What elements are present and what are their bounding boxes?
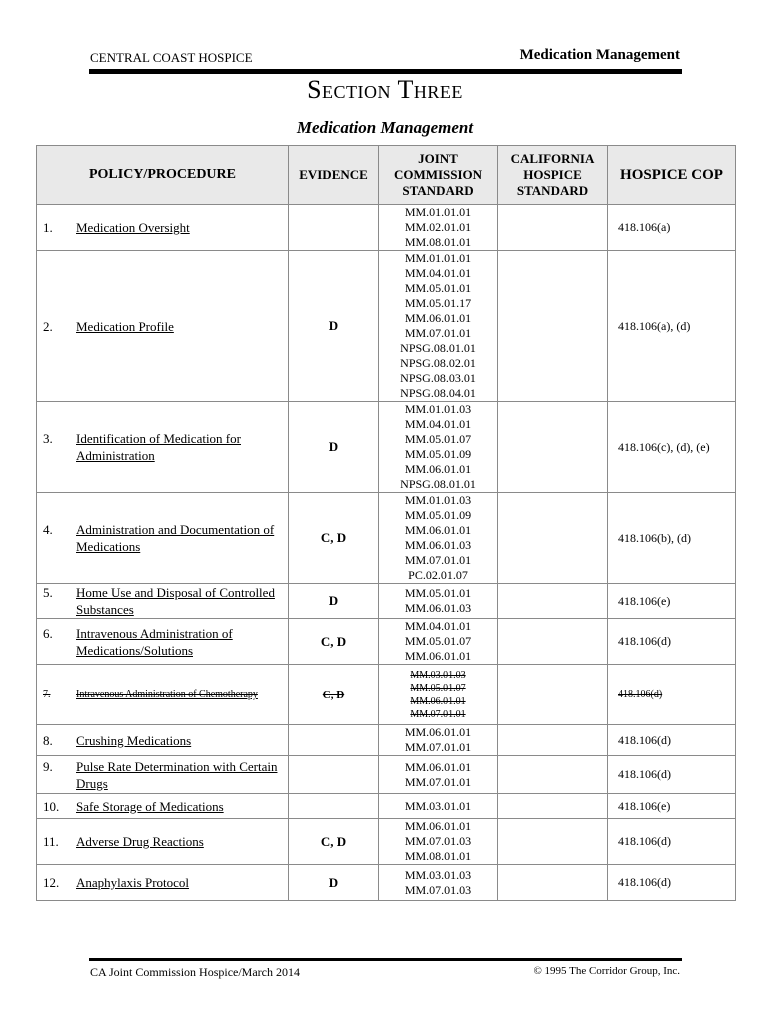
section-title: Section Three — [307, 75, 463, 104]
policy-link[interactable]: Pulse Rate Determination with Certain Drugs — [76, 758, 278, 791]
california-standard-header: CALIFORNIA HOSPICE STANDARD — [498, 146, 608, 205]
standard-code: MM.07.01.03 — [404, 882, 472, 897]
standard-code: MM.06.01.01 — [404, 649, 472, 663]
joint-commission-cell — [379, 865, 498, 901]
standard-code: MM.06.01.01 — [410, 695, 466, 707]
hospice-cop-cell: 418.106(d) — [608, 865, 736, 901]
evidence-cell: C, D — [289, 665, 379, 725]
policy-number: 4. — [43, 522, 53, 537]
evidence-cell: C, D — [289, 493, 379, 584]
policy-link[interactable]: Crushing Medications — [76, 732, 192, 748]
evidence-cell — [289, 725, 379, 756]
standard-code: MM.05.01.07 — [404, 634, 472, 648]
policy-cell — [37, 205, 289, 251]
table-row — [37, 619, 736, 665]
table-body — [37, 205, 736, 901]
table-row — [37, 251, 736, 402]
table-row — [37, 205, 736, 251]
evidence-cell: C, D — [289, 819, 379, 865]
policy-table — [36, 145, 736, 901]
evidence-header: EVIDENCE — [289, 146, 379, 205]
table-row — [37, 794, 736, 819]
standard-code: MM.05.01.01 — [404, 586, 472, 600]
policy-link[interactable]: Home Use and Disposal of Controlled Substances — [76, 585, 275, 617]
standard-code: MM.07.01.03 — [404, 834, 472, 848]
policy-number: 12. — [43, 875, 60, 890]
california-standard-cell — [498, 794, 608, 819]
evidence-cell: D — [289, 865, 379, 901]
hospice-cop-cell: 418.106(e) — [608, 584, 736, 619]
joint-commission-cell — [379, 619, 498, 665]
standard-code: MM.05.01.09 — [404, 447, 472, 461]
policy-link[interactable]: Administration and Documentation of Medications — [76, 522, 275, 554]
hospice-cop-cell: 418.106(e) — [608, 794, 736, 819]
standard-code: MM.06.01.01 — [404, 819, 472, 833]
standard-code: MM.08.01.01 — [404, 849, 472, 863]
standard-code: MM.01.01.01 — [404, 205, 472, 219]
standard-code: MM.06.01.03 — [404, 601, 472, 615]
evidence-cell: C, D — [289, 619, 379, 665]
standard-code: MM.02.01.01 — [404, 220, 472, 234]
policy-link[interactable]: Safe Storage of Medications — [76, 798, 224, 814]
california-standard-cell — [498, 205, 608, 251]
policy-cell — [37, 665, 289, 725]
california-standard-cell — [498, 493, 608, 584]
table-row — [37, 819, 736, 865]
evidence-cell — [289, 205, 379, 251]
standard-code: MM.01.01.03 — [404, 493, 472, 507]
policy-number: 3. — [43, 431, 53, 446]
policy-link[interactable]: Intravenous Administration of Chemotherapy — [76, 689, 258, 700]
standard-code: MM.06.01.01 — [404, 311, 472, 325]
hospice-cop-header: HOSPICE COP — [608, 146, 736, 205]
california-standard-cell — [498, 819, 608, 865]
policy-number: 1. — [43, 220, 53, 235]
section-header-name: Medication Management — [519, 47, 680, 63]
joint-commission-cell — [379, 665, 498, 725]
hospice-cop-cell: 418.106(d) — [608, 756, 736, 794]
evidence-cell — [289, 794, 379, 819]
standard-code: MM.05.01.17 — [404, 296, 472, 310]
california-standard-cell — [498, 584, 608, 619]
policy-cell — [37, 251, 289, 402]
standard-code: MM.05.01.07 — [404, 432, 472, 446]
policy-cell — [37, 619, 289, 665]
policy-cell — [37, 493, 289, 584]
hospice-cop-cell: 418.106(d) — [608, 665, 736, 725]
policy-link[interactable]: Medication Profile — [76, 318, 174, 334]
hospice-cop-cell: 418.106(a), (d) — [608, 251, 736, 402]
standard-code: MM.04.01.01 — [404, 266, 472, 280]
standard-code: MM.06.01.03 — [404, 538, 472, 552]
policy-cell — [37, 725, 289, 756]
table-row — [37, 402, 736, 493]
joint-commission-header: JOINT COMMISSION STANDARD — [379, 146, 498, 205]
section-subtitle: Medication Management — [296, 118, 474, 137]
standard-code: MM.03.01.03 — [404, 867, 472, 882]
joint-commission-cell — [379, 251, 498, 402]
policy-number: 8. — [43, 732, 53, 748]
hospice-cop-cell: 418.106(c), (d), (e) — [608, 402, 736, 493]
standard-code: MM.07.01.01 — [404, 740, 472, 754]
policy-number: 6. — [43, 625, 53, 641]
california-standard-cell — [498, 756, 608, 794]
standard-code: MM.07.01.01 — [410, 708, 466, 720]
header-rule — [89, 69, 682, 74]
standard-code: MM.04.01.01 — [404, 417, 472, 431]
hospice-cop-cell: 418.106(d) — [608, 819, 736, 865]
table-row — [37, 665, 736, 725]
joint-commission-cell — [379, 725, 498, 756]
joint-commission-cell — [379, 493, 498, 584]
joint-commission-cell — [379, 584, 498, 619]
evidence-cell: D — [289, 402, 379, 493]
standard-code: NPSG.08.03.01 — [400, 371, 476, 385]
standard-code: MM.05.01.07 — [410, 682, 466, 694]
joint-commission-cell — [379, 819, 498, 865]
california-standard-cell — [498, 402, 608, 493]
standard-code: MM.03.01.03 — [410, 669, 466, 681]
policy-number: 10. — [43, 798, 60, 814]
policy-number: 2. — [43, 318, 53, 334]
footer-rule — [89, 958, 682, 961]
policy-cell — [37, 794, 289, 819]
policy-link[interactable]: Intravenous Administration of Medications/Solutions — [76, 625, 233, 658]
hospice-cop-cell: 418.106(b), (d) — [608, 493, 736, 584]
standard-code: MM.07.01.01 — [404, 553, 472, 567]
table-row — [37, 865, 736, 901]
standard-code: MM.05.01.09 — [404, 508, 472, 522]
standard-code: MM.04.01.01 — [404, 619, 472, 633]
standard-code: MM.03.01.01 — [404, 798, 472, 813]
standard-code: NPSG.08.01.01 — [400, 341, 476, 355]
policy-number: 11. — [43, 834, 59, 849]
policy-number: 9. — [43, 758, 53, 774]
evidence-cell — [289, 756, 379, 794]
policy-cell — [37, 819, 289, 865]
policy-cell — [37, 865, 289, 901]
hospice-cop-cell: 418.106(a) — [608, 205, 736, 251]
policy-link[interactable]: Adverse Drug Reactions — [76, 834, 204, 849]
standard-code: MM.06.01.01 — [404, 523, 472, 537]
joint-commission-cell — [379, 402, 498, 493]
policy-cell — [37, 402, 289, 493]
policy-link[interactable]: Identification of Medication for Administration — [76, 431, 241, 463]
evidence-cell: D — [289, 251, 379, 402]
policy-number: 5. — [43, 585, 53, 600]
footer-copyright: © 1995 The Corridor Group, Inc. — [533, 965, 680, 977]
california-standard-cell — [498, 665, 608, 725]
policy-cell — [37, 756, 289, 794]
policy-link[interactable]: Anaphylaxis Protocol — [76, 875, 190, 890]
standard-code: MM.07.01.01 — [404, 326, 472, 340]
table-header-row — [37, 146, 736, 205]
policy-header: POLICY/PROCEDURE — [37, 146, 289, 205]
standard-code: MM.01.01.01 — [404, 251, 472, 265]
joint-commission-cell — [379, 205, 498, 251]
california-standard-cell — [498, 251, 608, 402]
california-standard-cell — [498, 725, 608, 756]
policy-link[interactable]: Medication Oversight — [76, 220, 190, 235]
evidence-cell: D — [289, 584, 379, 619]
table-row — [37, 584, 736, 619]
california-standard-cell — [498, 865, 608, 901]
joint-commission-cell — [379, 756, 498, 794]
organization-name: CENTRAL COAST HOSPICE — [90, 50, 253, 65]
table-row — [37, 756, 736, 794]
standard-code: MM.06.01.01 — [404, 759, 472, 774]
hospice-cop-cell: 418.106(d) — [608, 725, 736, 756]
standard-code: NPSG.08.02.01 — [400, 356, 476, 370]
table-row — [37, 725, 736, 756]
standard-code: MM.08.01.01 — [404, 235, 472, 249]
standard-code: MM.06.01.01 — [404, 462, 472, 476]
hospice-cop-cell: 418.106(d) — [608, 619, 736, 665]
footer-left: CA Joint Commission Hospice/March 2014 — [90, 965, 300, 979]
policy-cell — [37, 584, 289, 619]
joint-commission-cell — [379, 794, 498, 819]
standard-code: MM.06.01.01 — [404, 725, 472, 739]
standard-code: NPSG.08.01.01 — [400, 477, 476, 491]
standard-code: MM.01.01.03 — [404, 402, 472, 416]
standard-code: PC.02.01.07 — [408, 568, 468, 582]
standard-code: MM.07.01.01 — [404, 774, 472, 789]
california-standard-cell — [498, 619, 608, 665]
standard-code: NPSG.08.04.01 — [400, 386, 476, 400]
standard-code: MM.05.01.01 — [404, 281, 472, 295]
table-row — [37, 493, 736, 584]
policy-number: 7. — [43, 689, 51, 700]
